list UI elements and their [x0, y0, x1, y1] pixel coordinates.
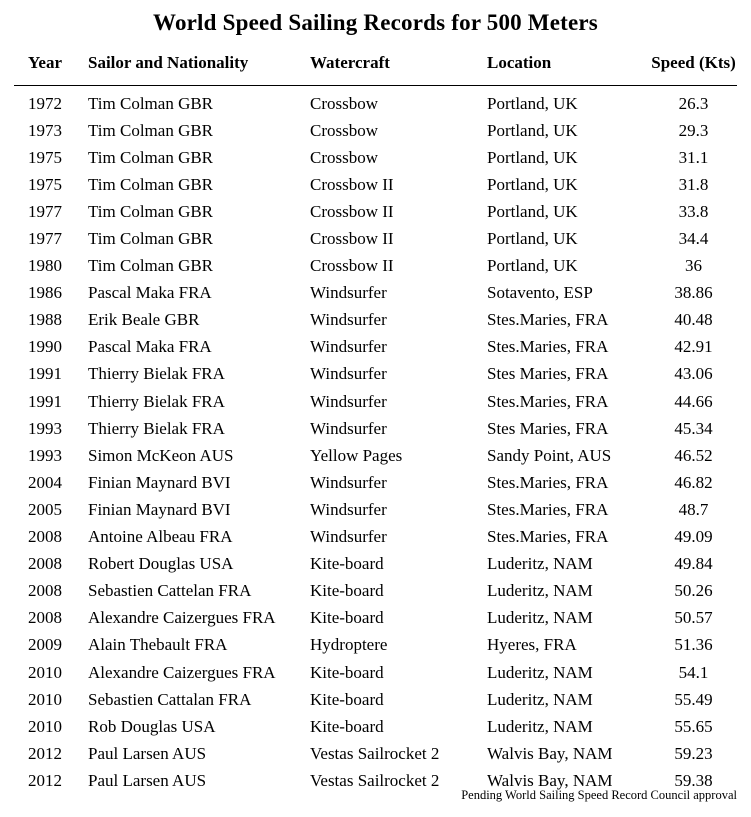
cell-year: 2012: [28, 743, 62, 763]
cell-watercraft: Kite-board: [310, 716, 384, 736]
cell-speed: 29.3: [678, 120, 709, 140]
cell-speed: 50.26: [674, 581, 713, 601]
cell-speed: 59.38: [674, 770, 713, 790]
records-table: [0, 53, 751, 794]
cell-location: Luderitz, NAM: [487, 554, 593, 574]
page-title: World Speed Sailing Records for 500 Meters: [153, 10, 598, 35]
cell-location: Luderitz, NAM: [487, 608, 593, 628]
cell-year: 1991: [28, 364, 62, 384]
cell-watercraft: Windsurfer: [310, 418, 387, 438]
cell-location: Stes.Maries, FRA: [487, 472, 609, 492]
cell-watercraft: Windsurfer: [310, 499, 387, 519]
cell-location: Portland, UK: [487, 93, 578, 113]
table-row: [0, 524, 751, 551]
cell-speed: 49.09: [674, 527, 713, 547]
cell-location: Hyeres, FRA: [487, 635, 577, 655]
cell-location: Walvis Bay, NAM: [487, 743, 613, 763]
cell-speed: 45.34: [674, 418, 713, 438]
cell-year: 1973: [28, 120, 62, 140]
cell-speed: 26.3: [678, 93, 709, 113]
header-divider-line: [14, 85, 737, 86]
table-row: [0, 253, 751, 280]
cell-year: 1977: [28, 201, 62, 221]
cell-speed: 34.4: [678, 229, 709, 249]
cell-speed: 49.84: [674, 554, 713, 574]
cell-year: 1993: [28, 445, 62, 465]
cell-watercraft: Kite-board: [310, 581, 384, 601]
table-row: [0, 442, 751, 469]
cell-sailor: Thierry Bielak FRA: [88, 418, 225, 438]
cell-sailor: Tim Colman GBR: [88, 120, 214, 140]
cell-year: 2010: [28, 662, 62, 682]
cell-year: 2008: [28, 527, 62, 547]
cell-year: 2004: [28, 472, 62, 492]
cell-year: 1991: [28, 391, 62, 411]
cell-location: Luderitz, NAM: [487, 662, 593, 682]
table-row: [0, 361, 751, 388]
cell-speed: 44.66: [674, 391, 713, 411]
table-row: [0, 686, 751, 713]
cell-location: Portland, UK: [487, 174, 578, 194]
cell-watercraft: Crossbow II: [310, 256, 394, 276]
cell-location: Stes.Maries, FRA: [487, 499, 609, 519]
cell-sailor: Tim Colman GBR: [88, 256, 214, 276]
table-row: [0, 117, 751, 144]
cell-location: Stes.Maries, FRA: [487, 310, 609, 330]
cell-year: 2008: [28, 581, 62, 601]
cell-watercraft: Crossbow: [310, 93, 379, 113]
cell-year: 1975: [28, 147, 62, 167]
cell-location: Portland, UK: [487, 147, 578, 167]
cell-speed: 40.48: [674, 310, 713, 330]
cell-speed: 43.06: [674, 364, 713, 384]
cell-speed: 59.23: [674, 743, 713, 763]
cell-sailor: Tim Colman GBR: [88, 93, 214, 113]
cell-sailor: Sebastien Cattalan FRA: [88, 689, 252, 709]
table-row: [0, 496, 751, 523]
cell-watercraft: Windsurfer: [310, 283, 387, 303]
cell-sailor: Finian Maynard BVI: [88, 499, 231, 519]
table-row: [0, 469, 751, 496]
table-row: [0, 740, 751, 767]
cell-sailor: Thierry Bielak FRA: [88, 364, 225, 384]
cell-watercraft: Crossbow: [310, 120, 379, 140]
header-watercraft: Watercraft: [310, 53, 390, 72]
cell-location: Portland, UK: [487, 229, 578, 249]
table-row: [0, 198, 751, 225]
cell-speed: 51.36: [674, 635, 713, 655]
table-row: [0, 280, 751, 307]
cell-year: 2010: [28, 716, 62, 736]
cell-year: 2005: [28, 499, 62, 519]
cell-sailor: Tim Colman GBR: [88, 174, 214, 194]
cell-location: Portland, UK: [487, 256, 578, 276]
table-row: [0, 659, 751, 686]
cell-year: 1990: [28, 337, 62, 357]
cell-year: 1993: [28, 418, 62, 438]
cell-sailor: Alexandre Caizergues FRA: [88, 662, 276, 682]
cell-sailor: Pascal Maka FRA: [88, 283, 212, 303]
table-row: [0, 605, 751, 632]
cell-location: Stes Maries, FRA: [487, 364, 609, 384]
cell-speed: 36: [685, 256, 702, 276]
cell-watercraft: Crossbow II: [310, 229, 394, 249]
cell-speed: 54.1: [678, 662, 709, 682]
cell-year: 1975: [28, 174, 62, 194]
cell-watercraft: Kite-board: [310, 689, 384, 709]
table-row: [0, 551, 751, 578]
table-header-row: [0, 53, 751, 73]
cell-sailor: Erik Beale GBR: [88, 310, 200, 330]
cell-watercraft: Windsurfer: [310, 337, 387, 357]
table-row: [0, 90, 751, 117]
table-row: [0, 334, 751, 361]
cell-speed: 42.91: [674, 337, 713, 357]
cell-sailor: Robert Douglas USA: [88, 554, 234, 574]
table-row: [0, 225, 751, 252]
cell-speed: 33.8: [678, 201, 709, 221]
cell-sailor: Paul Larsen AUS: [88, 743, 207, 763]
table-row: [0, 632, 751, 659]
table-row: [0, 578, 751, 605]
cell-sailor: Finian Maynard BVI: [88, 472, 231, 492]
cell-watercraft: Kite-board: [310, 554, 384, 574]
cell-year: 1980: [28, 256, 62, 276]
cell-year: 2008: [28, 554, 62, 574]
cell-speed: 31.8: [678, 174, 709, 194]
cell-location: Stes.Maries, FRA: [487, 337, 609, 357]
cell-speed: 55.65: [674, 716, 713, 736]
cell-sailor: Tim Colman GBR: [88, 201, 214, 221]
cell-location: Sotavento, ESP: [487, 283, 593, 303]
cell-year: 2012: [28, 770, 62, 790]
cell-year: 2010: [28, 689, 62, 709]
cell-speed: 46.52: [674, 445, 713, 465]
cell-watercraft: Kite-board: [310, 608, 384, 628]
cell-watercraft: Windsurfer: [310, 391, 387, 411]
cell-watercraft: Vestas Sailrocket 2: [310, 770, 440, 790]
cell-location: Sandy Point, AUS: [487, 445, 612, 465]
footer-note: Pending World Sailing Speed Record Council approval: [461, 788, 737, 803]
table-row: [0, 713, 751, 740]
cell-year: 2008: [28, 608, 62, 628]
cell-sailor: Pascal Maka FRA: [88, 337, 212, 357]
cell-watercraft: Windsurfer: [310, 364, 387, 384]
table-row: [0, 307, 751, 334]
table-body: [0, 90, 751, 794]
header-year: Year: [28, 53, 62, 72]
cell-speed: 50.57: [674, 608, 713, 628]
cell-location: Portland, UK: [487, 120, 578, 140]
cell-location: Stes Maries, FRA: [487, 418, 609, 438]
table-row: [0, 171, 751, 198]
cell-location: Luderitz, NAM: [487, 581, 593, 601]
cell-sailor: Tim Colman GBR: [88, 229, 214, 249]
cell-location: Walvis Bay, NAM: [487, 770, 613, 790]
cell-watercraft: Crossbow II: [310, 174, 394, 194]
cell-sailor: Alain Thebault FRA: [88, 635, 228, 655]
cell-location: Stes.Maries, FRA: [487, 527, 609, 547]
cell-sailor: Rob Douglas USA: [88, 716, 216, 736]
cell-speed: 46.82: [674, 472, 713, 492]
cell-watercraft: Crossbow: [310, 147, 379, 167]
cell-speed: 48.7: [678, 499, 709, 519]
table-row: [0, 388, 751, 415]
cell-watercraft: Windsurfer: [310, 310, 387, 330]
cell-sailor: Paul Larsen AUS: [88, 770, 207, 790]
cell-sailor: Simon McKeon AUS: [88, 445, 234, 465]
cell-year: 2009: [28, 635, 62, 655]
table-row: [0, 144, 751, 171]
cell-year: 1988: [28, 310, 62, 330]
cell-sailor: Alexandre Caizergues FRA: [88, 608, 276, 628]
cell-speed: 55.49: [674, 689, 713, 709]
cell-watercraft: Windsurfer: [310, 472, 387, 492]
cell-watercraft: Crossbow II: [310, 201, 394, 221]
header-sailor-and-nationality: Sailor and Nationality: [88, 53, 249, 72]
cell-watercraft: Vestas Sailrocket 2: [310, 743, 440, 763]
cell-watercraft: Kite-board: [310, 662, 384, 682]
cell-speed: 38.86: [674, 283, 713, 303]
cell-location: Luderitz, NAM: [487, 689, 593, 709]
cell-location: Portland, UK: [487, 201, 578, 221]
cell-sailor: Antoine Albeau FRA: [88, 527, 233, 547]
cell-watercraft: Hydroptere: [310, 635, 388, 655]
cell-location: Stes.Maries, FRA: [487, 391, 609, 411]
cell-year: 1986: [28, 283, 62, 303]
header-location: Location: [487, 53, 552, 72]
cell-location: Luderitz, NAM: [487, 716, 593, 736]
cell-speed: 31.1: [678, 147, 709, 167]
cell-year: 1972: [28, 93, 62, 113]
header-speed-kts: Speed (Kts): [651, 53, 736, 72]
table-row: [0, 415, 751, 442]
cell-watercraft: Windsurfer: [310, 527, 387, 547]
cell-sailor: Sebastien Cattelan FRA: [88, 581, 252, 601]
cell-sailor: Tim Colman GBR: [88, 147, 214, 167]
cell-sailor: Thierry Bielak FRA: [88, 391, 225, 411]
cell-year: 1977: [28, 229, 62, 249]
cell-watercraft: Yellow Pages: [310, 445, 403, 465]
